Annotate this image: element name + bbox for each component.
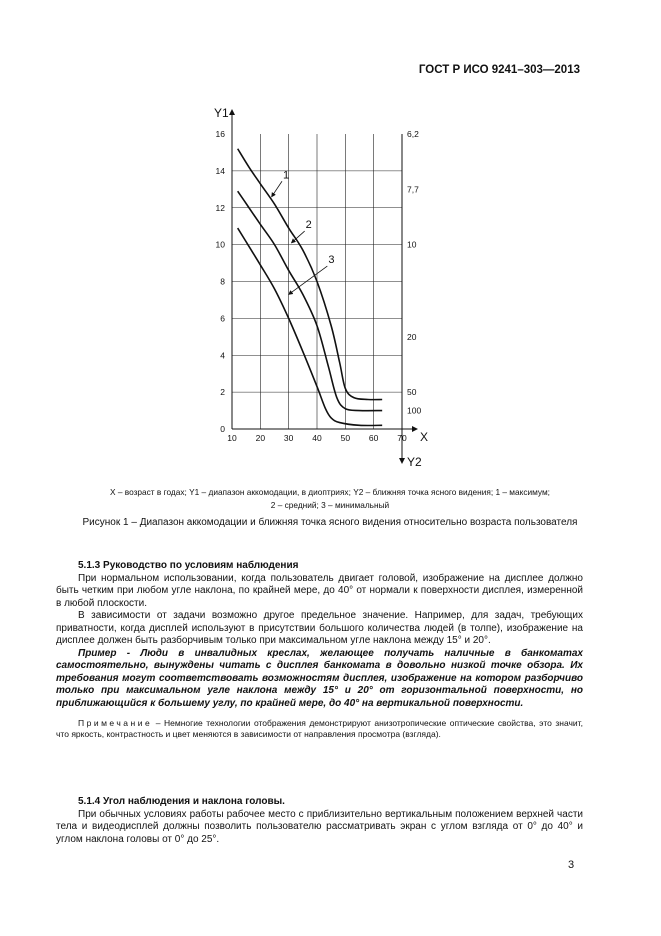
section-title: 5.1.4 Угол наблюдения и наклона головы.	[78, 796, 285, 807]
page-number: 3	[568, 859, 575, 871]
series-label-1: 1	[283, 169, 290, 182]
y1-tick-label: 14	[215, 165, 225, 176]
y2-tick-label: 6,2	[407, 129, 419, 139]
y2-tick-label: 100	[407, 405, 422, 416]
section-5-1-4	[56, 796, 583, 846]
y1-tick-label: 4	[220, 350, 225, 361]
section-5-1-3	[56, 560, 583, 740]
x-axis-label: X	[420, 430, 429, 444]
legend-line-1: X – возраст в годах; Y1 – диапазон аккомодации, в диоптриях; Y2 – ближняя точка ясного видения; 1 – максимум;	[110, 487, 550, 497]
x-tick-label: 40	[312, 433, 322, 443]
x-tick-label: 10	[227, 433, 237, 443]
y1-tick-label: 10	[215, 239, 225, 250]
note-text: – Немногие технологии отображения демонстрируют анизотропические оптические свойства, это значит, что яркость, контрастность и цвет меняются в зависимости от направления просмотра (взгляда).	[56, 718, 583, 739]
x-tick-label: 70	[397, 433, 407, 443]
y1-tick-label: 12	[215, 202, 225, 213]
y2-tick-label: 20	[407, 331, 417, 342]
paragraph: При обычных условиях работы рабочее место с приблизительно вертикальным положением верхней части тела и видеодисплей должны позволить пользователю рассматривать экран с углом взгляда от 0° до 40° и углом наклона головы от 0° до 25°.	[56, 808, 583, 845]
y1-tick-label: 8	[220, 276, 225, 287]
example-paragraph: Пример - Люди в инвалидных креслах, желающее получать наличные в банкоматах самостоятельно, вынуждены читать с дисплея банкомата в довольно низкой точке обзора. Их требования могут соответствовать возможностям дисплея, изображение на котором разборчиво только при максимальном угле наклона между 15° и 20° от горизонтальной поверхности, но приближающийся к большему углу, по крайней мере, до 40° на вертикальной поверхности.	[56, 647, 583, 709]
paragraph: При нормальном использовании, когда пользователь двигает головой, изображение на дисплее должно быть четким при любом угле наклона, по крайней мере, до 40° от нормали к поверхности дисплея, измеренной в любой плоскости.	[56, 572, 583, 609]
y2-axis-label: Y2	[407, 455, 422, 469]
series-line-3	[238, 228, 383, 425]
series-label-3: 3	[328, 254, 335, 267]
paragraph: В зависимости от задачи возможно другое предельное значение. Например, для задач, требующих приватности, когда дисплей используют в присутствии большого количества людей (в толпе), изображение на дисплее должен быть разборчивым только при максимальном угле наклона между 15° и 20°.	[56, 610, 583, 646]
y2-tick-label: 7,7	[407, 184, 419, 195]
legend-line-2: 2 – средний; 3 – минимальный	[270, 499, 390, 510]
x-tick-label: 20	[255, 433, 266, 443]
note-paragraph	[56, 718, 583, 740]
y1-tick-label: 2	[220, 387, 225, 398]
y2-tick-label: 10	[407, 239, 417, 250]
y1-axis-label: Y1	[214, 106, 229, 120]
series-label-2: 2	[305, 219, 312, 232]
y1-tick-label: 6	[220, 313, 225, 324]
x-tick-label: 30	[283, 433, 294, 443]
section-title: 5.1.3 Руководство по условиям наблюдения	[78, 560, 299, 571]
y2-tick-label: 50	[407, 387, 417, 398]
document-header: ГОСТ Р ИСО 9241–303—2013	[418, 64, 580, 76]
series-line-1	[238, 149, 383, 400]
x-tick-label: 50	[340, 433, 351, 443]
x-tick-label: 60	[368, 433, 379, 443]
y1-tick-label: 16	[215, 129, 225, 139]
accommodation-chart	[195, 98, 440, 470]
figure-caption: Рисунок 1 – Диапазон аккомодации и ближняя точка ясного видения относительно возраста пользователя	[82, 517, 578, 528]
y1-tick-label: 0	[220, 424, 225, 434]
figure-legend	[48, 486, 612, 511]
note-label: Примечание	[78, 718, 153, 728]
series-pointer-1	[272, 181, 282, 196]
